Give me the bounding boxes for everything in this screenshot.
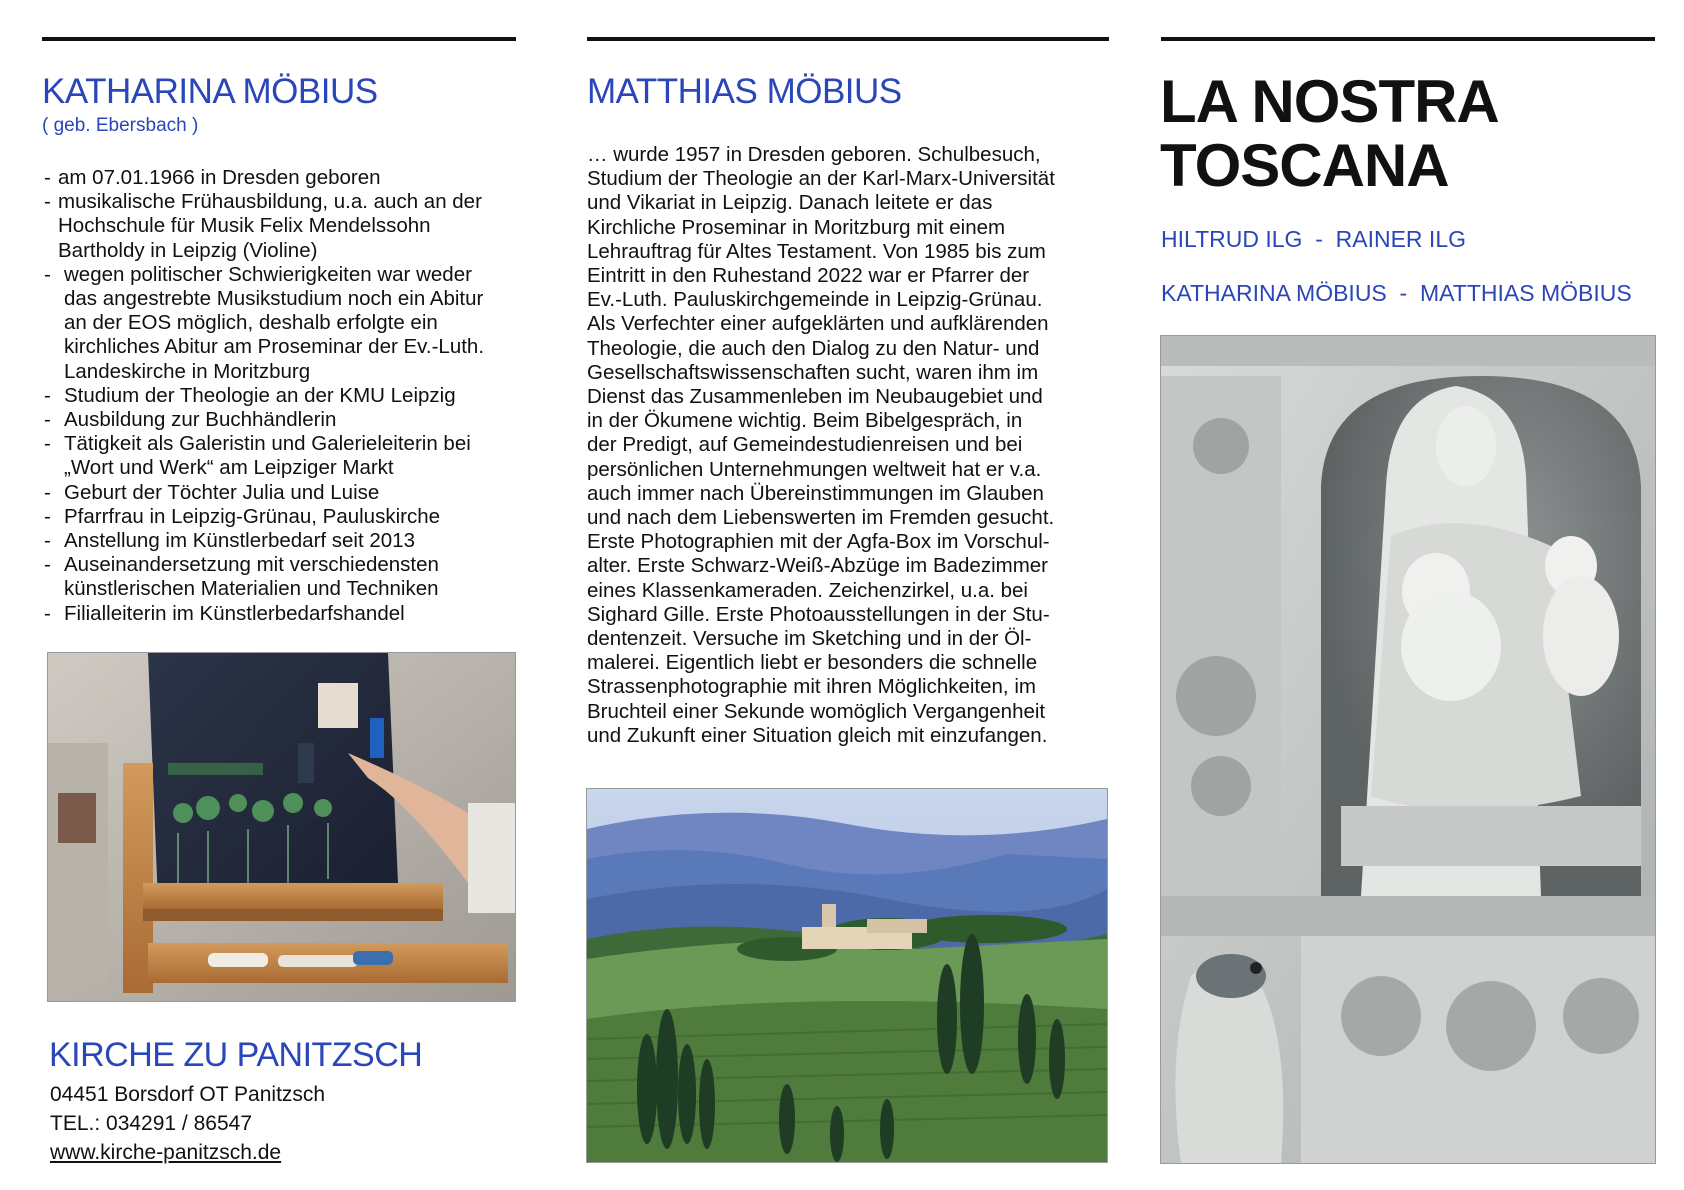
venue-contact bbox=[50, 1080, 325, 1167]
list-item: - Ausbildung zur Buchhändlerin bbox=[44, 408, 337, 432]
left-top-rule bbox=[42, 37, 516, 41]
list-item: - Geburt der Töchter Julia und Luise bbox=[44, 480, 380, 504]
list-item: - Tätigkeit als Galeristin und Galerieleiterin bei „Wort und Werk“ am Leipziger Markt bbox=[44, 432, 471, 480]
madonna-relief-photo bbox=[1161, 336, 1655, 1163]
painting-photo bbox=[48, 653, 515, 1001]
artists-moebius: KATHARINA MÖBIUS - MATTHIAS MÖBIUS bbox=[1161, 280, 1632, 306]
katharina-heading: KATHARINA MÖBIUS bbox=[42, 72, 378, 111]
venue-phone: TEL.: 034291 / 86547 bbox=[50, 1112, 252, 1135]
artists-ilg: HILTRUD ILG - RAINER ILG bbox=[1161, 226, 1467, 252]
middle-top-rule bbox=[587, 37, 1109, 41]
right-top-rule bbox=[1161, 37, 1655, 41]
venue-heading: KIRCHE ZU PANITZSCH bbox=[49, 1036, 423, 1074]
list-item: - Studium der Theologie an der KMU Leipzig bbox=[44, 383, 456, 407]
list-item: - wegen politischer Schwierigkeiten war weder das angestrebte Musikstudium noch ein Abitur an der EOS möglich, deshalb erfolgte ein kirchliches Abitur am Proseminar der Ev.-Luth. Landeskirche in Moritzburg bbox=[44, 262, 485, 383]
matthias-bio: … wurde 1957 in Dresden geboren. Schulbesuch, Studium der Theologie an der Karl-Marx-Universität und Vikariat in Leipzig. Danach leitete er das Kirchliche Proseminar in Moritzburg mit einem Lehrauftrag für Altes Testament. Von 1985 bis zum Eintritt in den Ruhestand 2022 war er Pfarrer der Ev.-Luth. Pauluskirchgemeinde in Leipzig-Grünau. Als Verfechter einer aufgeklärten und aufklärenden Theologie, die auch den Dialog zu den Natur- und Gesellschaftswissenschaften sucht, waren ihm im Dienst das Zusammenleben im Neubaugebiet und in der Ökumene wichtig. Beim Bibelgespräch, in der Predigt, auf Gemeindestudienreisen und bei persönlichen Unternehmungen weltweit hat er v.a. auch immer nach Übereinstimmungen im Glauben und nach dem Liebenswerten im Fremden gesucht. Erste Photographien mit der Agfa-Box im Vorschul- alter. Erste Schwarz-Weiß-Abzüge im Badezimmer eines Klassenkameraden. Zeichenzirkel, u.a. bei Sighard Gille. Erste Photoausstellungen in der Stu- dentenzeit. Versuche im Sketching und in der Öl- malerei. Eigentlich liebt er besonders die schnelle Strassenphotographie mit ihren Möglichkeiten, im Bruchteil einer Sekunde womöglich Vergangenheit und Zukunft einer Situation gleich mit einzufangen. bbox=[587, 143, 1055, 747]
matthias-heading: MATTHIAS MÖBIUS bbox=[587, 72, 902, 111]
venue-website-link[interactable]: www.kirche-panitzsch.de bbox=[50, 1141, 282, 1164]
tuscany-landscape-photo bbox=[587, 789, 1107, 1162]
list-item: - Pfarrfrau in Leipzig-Grünau, Pauluskirche bbox=[44, 504, 441, 528]
katharina-maiden-name: ( geb. Ebersbach ) bbox=[42, 115, 199, 136]
painting-photo-image bbox=[48, 653, 515, 1001]
katharina-bio-list bbox=[44, 166, 524, 626]
list-item: - Auseinandersetzung mit verschiedensten künstlerischen Materialien und Techniken bbox=[44, 553, 439, 601]
list-item: - Filialleiterin im Künstlerbedarfshandel bbox=[44, 601, 405, 625]
exhibition-title bbox=[1160, 70, 1499, 198]
list-item: - musikalische Frühausbildung, u.a. auch an der Hochschule für Musik Felix Mendelssohn Bartholdy in Leipzig (Violine) bbox=[44, 190, 482, 262]
tuscany-landscape-image bbox=[587, 789, 1107, 1162]
madonna-relief-image bbox=[1161, 336, 1655, 1163]
venue-address: 04451 Borsdorf OT Panitzsch bbox=[50, 1083, 326, 1106]
title-line-1: LA NOSTRA bbox=[1160, 68, 1499, 135]
list-item: - am 07.01.1966 in Dresden geboren bbox=[44, 166, 381, 189]
title-line-2: TOSCANA bbox=[1160, 132, 1449, 199]
list-item: - Anstellung im Künstlerbedarf seit 2013 bbox=[44, 529, 415, 553]
